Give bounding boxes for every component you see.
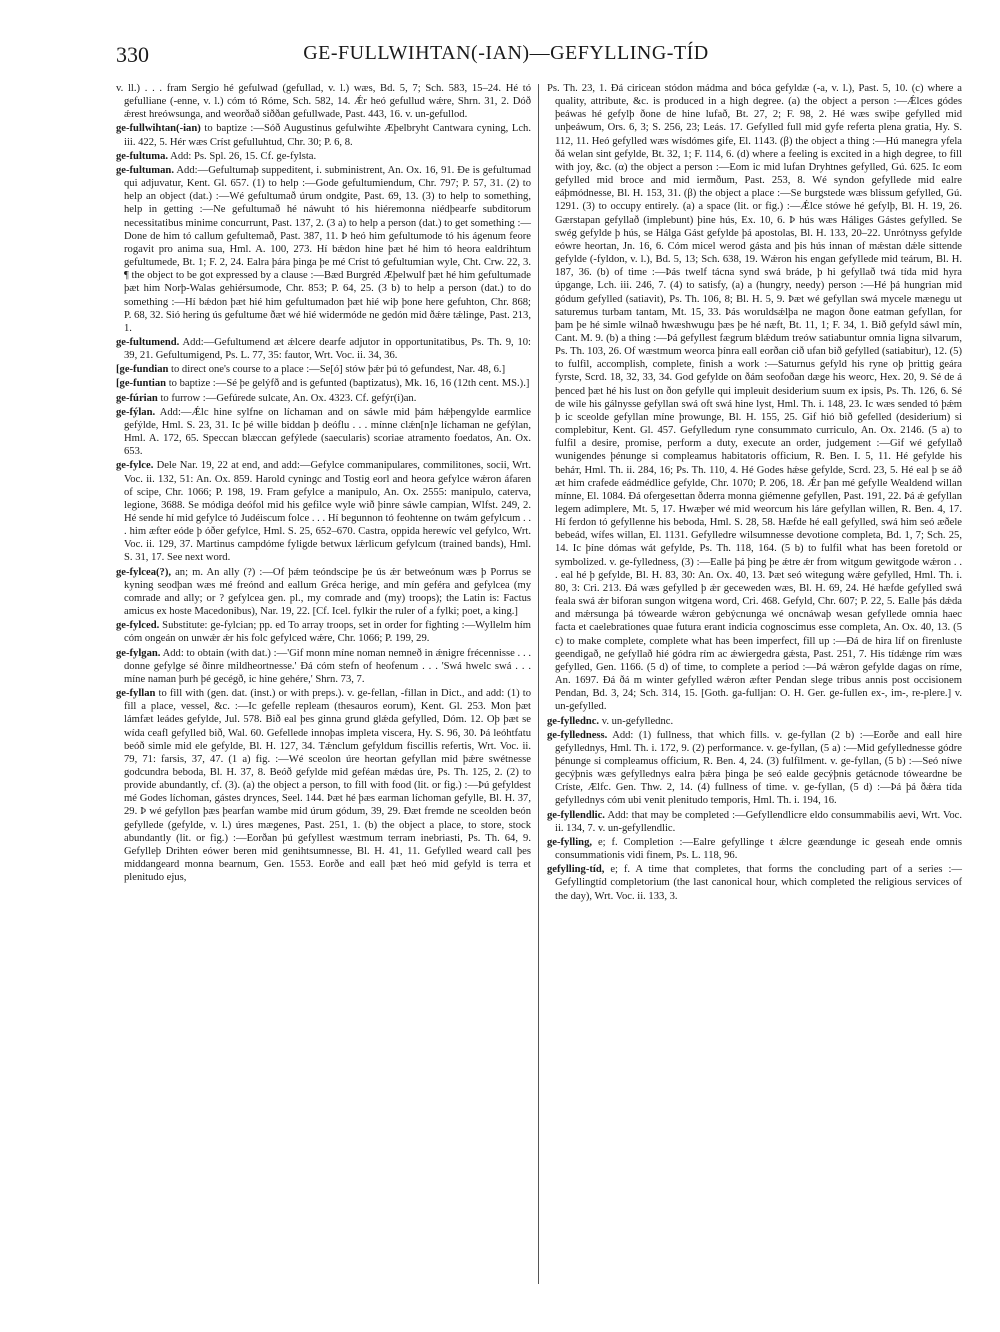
entry-text: v. ll.) . . . fram Sergio hé gefulwad (gefullad, v. l.) wæs, Bd. 5, 7; Sch. 583, 15–24. Hé tó gefulliane (-enne, v. l.) cóm tó Róme, Sch. 582, 14. Ǽr heó gefullud wǽre, Shrn. 31, 2. Dóð ǽrest hreówsunga, and weorðað siððan gefullwade, Past. 443, 16. v. un-gefullod. bbox=[116, 83, 531, 121]
dictionary-entry bbox=[116, 150, 531, 163]
entry-text: to direct one's course to a place :—Se[ó] stów þǽr þú tó gefundest, Nar. 48, 6.] bbox=[171, 364, 506, 376]
entry-text: an; m. An ally (?) :—Of þǽm teóndscipe þe ús ǽr betweónum wæs þ Porrus se kyning seodþan wæs mé freónd and eallum Gréca herige, and mín geféra and gefylcea (my comrade and ally; or ? gefylcea gen. pl., my comrade and (my) troops); the Latin is: Factus amicus ex hoste Macedonibus), Nar. 19, 22. [Cf. Icel. fylkir the ruler of a fylki; poet, a king.] bbox=[124, 566, 531, 618]
entry-headword: ge-fyllendlic. bbox=[547, 809, 605, 821]
left-column bbox=[116, 82, 531, 885]
dictionary-entry bbox=[116, 406, 531, 459]
entry-headword: gefylling-tíd, bbox=[547, 864, 605, 876]
entry-headword: ge-fylgan. bbox=[116, 647, 161, 659]
entry-headword: ge-fyllan bbox=[116, 688, 156, 700]
entry-headword: ge-fullwihtan(-ian) bbox=[116, 123, 201, 135]
dictionary-entry bbox=[116, 619, 531, 645]
entry-text: Dele Nar. 19, 22 at end, and add:—Gefylce commanipulares, commilitones, socii, Wrt. Voc. ii. 132, 51: An. Ox. 859. Harold cyningc and Tostig eorl and heora gefylce wǽron áfaren of scipe, Chr. 1066; P. 198, 19. Fram gefylce a manipulo, An. Ox. 2555: manipulo, caterva, legione, 3688. Se módiga deófol mid his gefilce wyle wið þinre sáwle campian, Wlfst. 249, 2. Hé sende hí mid gefylce tó Judéiscum folce . . . Hí begunnon tó feohtenne on twám gefylcum . . . him æfter eóde þ óðer gefylce, Hml. S. 25, 652–670. Castra, oppida herewíc vel gefylco, Wrt. Voc. ii. 129, 37. Martinus campdóme fyligde betwux lǽrlicum gefylcum (trained bands), Hml. S. 31, 17. See next word. bbox=[124, 460, 532, 564]
entry-headword: [ge-funtian bbox=[116, 378, 167, 390]
entry-text: Ps. Th. 23, 1. Ðá ciricean stódon mádma and bóca gefyldæ (-a, v. l.), Past. 5, 10. (c) where a quality, attribute, &c. is produced in a high degree. (a) the object a person :—Ǽlces gódes þeáwas hé gefylþ ðone de hine lufað, Bt. 27, 2; F. 98, 2. Hé wæs swiþe gefylled mid unþeáwum, Ors. 6, 3; S. 256, 23; Leás. 17. Gefylled full mid gyfe referta plena gratia, Hy. S. 112, 11. Heó gefylled wæs wísdómes gife, El. 1143. (β) the object a thing :—Hú manegra yfela ðá welan sint gefylde, Bt. 32, 1; F. 114, 6. (d) where a feeling is excited in a high degree, to fill with joy, &c. (α) the object a person :—Eom ic mid lufan Dryhtnes gefylled, Gú. 625. Ic eom gefylled mid broce and mid iermðum, Past. 253, 8. Wé syndon gefyllede mid ealre eáþmódnesse, Bl. H. 153, 31. (β) the object a place :—Se burgstede wæs blissum gefylled, Gú. 1291. (3) to occupy entirely. (a) a space (lit. or fig.) :—Ǽlce stówe hé gefylþ, Bl. H. 19, 26. Gærstapan gefyllað (implebunt) þine hús, Ex. 10, 6. Þ hús wæs Háliges Gástes gefylled. Se swég gefylde þ hús, se Hálga Gást gefylde þá apostolas, Bl. H. 133, 20–22. Unrótnyss gefylde eówre heortan, Jn. 16, 6. Cóm micel werod gásta and þis hús innan of mǽstan dǽle sittende gefylde (-fyldon, v. l.), Bd. 5, 13; Sch. 638, 19. Wǽron his engan gefyllede mid teárum, Bl. H. 187, 36. (b) of time :—Þás twelf tácna synd swá bráde, þ hi gefyllað twá tída mid hyra úpgange, Lch. iii. 246, 7. (4) to satisfy, (a) a (hungry, needy) person :—Hé þá hungrian mid gódum gefylled (satiavit), Ps. Th. 106, 8; Bl. H. 5, 9. Þæt wé gefyllan swá mycele mænegu ut saturemus turbam tantam, Mt. 15, 33. Þás woruldsǽlþa ne magon ðone eatman gefyllan, for þam þe hé simle wilnað hwæshwugu þæs þe hé næft, Bt. 11, 1; F. 34, 1. Bið gefyld sáwl mín, Cant. M. 9. (b) a thing :—Þá gefyllest fægrum blǽdum treów satiabuntur omnia ligna silvarum, Ps. Th. 103, 26. Of wæstmum weorca þínra eall eorðan cið ufan bið gefylled (satiabitur), 12. (5) to fulfil, accomplish, complete, finish a work :—Saturnus gefyld his ryne oþ þrittig geára fyrste, Scrd. 18, 32, 33, 34. God gefylde on ðám seofoðan dæge his weorc, Hex. 20, 9. Sé de á þenced þæt hé his lust on ðon gefylle qui impleuit desiderium suum ex ipsis, Ps. Th. 126, 6. Sé de wile his gálnysse gefyllan swá oft swá hine lyst, Hml. Th. i. 148, 23. Ic wæs sended tó þǽm þ ic sceolde gefyllan míne þrowunge, Bl. H. 155, 25. Gif hió bið gefelled (desiderium) si complebitur, Kent. Gl. 457. Gefylledum ryne consummato curriculo, An. Ox. 2146. (5 a) to fulfil a desire, promise, perform a duty, execute an order, judgement :—Gif wé gefyllað wunigendes þénunge si compleamus habitatoris officium, R. Ben. I. 5, 11. Hé gefylde his beháт, Hml. Th. ii. 284, 16; Ps. Th. 110, 4. Hé Godes hǽse gefylde, Scrd. 23, 5. Hé eal þ se áð æt him crafede eádmédlice gefylde, Chr. 1070; P. 206, 18. Ǽr þan mé gefylle Wealdend willan mínne, El. 1084. Ðá ofergesettan ðderra monna giémenne gefyllen, Past. 191, 22. Þá ǽ gefyllan legem adimplere, Mt. 5, 17. Hwæþer wé mid weorcum his láre gefyllan willen, R. Ben. 4, 17. Hí ferdon tó gefyllenne his beboda, Hml. S. 28, 58. Hæfde hé eall gefylled, swá him seó æðele bebeád, wífes willan, El. 1131. Gefylledre wilsumnesse devotione completa, Bd. 1, 7; Sch. 25, 14. Ic þíne dómas wát gefylde, Ps. Th. 118, 164. (5 b) to fulfil what has been foretold or symbolized. v. ge-fylledness, (3) :—Ealle þá þing þe ǽtre ǽr from witgum gewitgode wǽron . . . eal hé þ gefylde, Bl. H. 83, 30: An. Ox. 40, 13. Þæt seó witegung wǽre gefylled, Hml. Th. i. 80, 3: Cri. 213. Ðá wæs gefylled þ ǽr geceweden wæs, Bl. H. 69, 24. Hé hæfde gefylled swá feala swá ǽr biforan sungon witgena word, Cri. 468. Gefyld, Chr. 607; P. 22, 5. Ealle þás dǽda and mǽrsunga þá tówearde wǽron gebýcnunga wé oncnáwaþ wesan gefyllede omnia haec facta et caelebrationes quae futura erant indicia cognoscimus esse completa, An. Ox. 40, 13. (5 c) to make complete, complete what has been imperfect, fill up :—Ðá de hira líf on firenluste geendigað, ne gefyllað hié gódra rím ac ǽwiergedra gǽsta, Past. 251, 7. His tídǽnge rím wæs gefylled, Gen. 1166. (5 d) of time, to complete a period :—Þá wǽron gefylde dagas on ríme, An. 1697. Ðá ðá m winter gefylled wǽron æfter Pendan slege tribus annis post occisionem Pendan, Bd. 3, 24; Sch. 314, 15. [Goth. ga-fulljan: O. H. Ger. ge-fullen ex-, im-, re-plere.] v. un-gefylled. bbox=[547, 83, 962, 713]
entry-text: to baptize :—Sé þe gelýfð and is gefunted (baptizatus), Mk. 16, 16 (12th cent. MS.).] bbox=[168, 378, 530, 390]
dictionary-entry bbox=[116, 336, 531, 362]
entry-text: e; f. A time that completes, that forms the concluding part of a series :—Gefyllingtíd completorium (the last canonical hour, which completed the religious services of the day), Wrt. Voc. ii. 133, 3. bbox=[555, 864, 962, 902]
entry-text: Substitute: ge-fylcian; pp. ed To array troops, set in order for fighting :—Wyllelm hím cóm ongeán on unwǽr ǽr his folc gefylced wǽre, Chr. 1066; P. 199, 29. bbox=[124, 620, 531, 645]
entry-headword: ge-fultumend. bbox=[116, 336, 180, 348]
entry-headword: ge-fylcea(?), bbox=[116, 566, 171, 578]
entry-text: e; f. Completion :—Ealre gefyllinge t ǽlcre geændunge ic geseah ende omnis consummationis vidi finem, Ps. L. 118, 96. bbox=[555, 836, 962, 862]
dictionary-entry bbox=[116, 363, 531, 376]
entry-headword: ge-fylling, bbox=[547, 836, 593, 848]
entry-headword: ge-fúrian bbox=[116, 392, 158, 404]
page-header bbox=[116, 42, 896, 72]
dictionary-entry bbox=[116, 459, 531, 564]
dictionary-entry bbox=[547, 836, 962, 862]
dictionary-entry bbox=[116, 82, 531, 121]
dictionary-entry bbox=[116, 392, 531, 405]
dictionary-entry bbox=[116, 566, 531, 619]
entry-headword: [ge-fundian bbox=[116, 364, 169, 376]
entry-text: to fill with (gen. dat. (inst.) or with preps.). v. ge-fellan, -fillan in Dict., and add: (1) to fill a place, vessel, &c. :—Ic gefelle repleam (thesauros eorum), Kent. Gl. 253. Mon þæt lámfæt leádes gefylde, Jul. 578. Bið eal þes ginna grund glǽda gefylled, Dóm. 12. Oþ þæt se wída ceafl gefylled bið, Wal. 60. Gefellede innoþas impleta viscera, Hy. S. 96, 30. Þá leóhtfatu beóð simle mid ele gefylde, Bl. H. 127, 34. Tǽnclum gefyldum fiscillis refertis, Wrt. Voc. ii. 79, 71: farsis, 37, 47. (1 a) fig. :—Wé sceolon úre heortan gefyllan mid þǽre swétnesse godcundra beboda, Bl. H. 37, 8. Beóð gefylde mid geféan mǽdas úre, Ps. Th. 125, 2. (2) to provide abundantly, cf. (3). (a) the object a person, to fill with food (lit. or fig.) :—Þú gefyldest mé Godes líchoman, gástes drynces, Seel. 144. Þæt hé þæs earman líchoman gefylle, Bl. H. 37, 29. Þ wé gefyllon þæs þearfan wambe mid úrum gódum, 39, 29. Ðæt fremde ne sceolden beón gefyllede (gefylde, v. l.) úres mægenes, Past. 251, 1. (b) the object a place, to store, stock abundantly (lit. or fig.) :—Eorðan þú gefyllest wæstmum terram inebriasti, Ps. Th. 64, 9. Gefylleþ Drihten eówer beren mid genihtsumnesse, Bl. H. 41, 11. Gefylled weard call þes middangeard monna bearnum, Gen. 1553. Eorðe and eall þæt heó mid gefyld is terra et plenitudo ejus, bbox=[124, 688, 531, 884]
dictionary-entry bbox=[547, 82, 962, 714]
dictionary-entry bbox=[116, 647, 531, 686]
entry-text: Add:—Ǽlc hine sylfne on líchaman and on sáwle mid þám hǽþengylde earmlice gefýlde, Hml. S. 23, 31. Ic þé wille biddan þ deóflu . . . mínne clǽn[n]e líchaman ne gefýlan, Hml. A. 172, 65. Speccan blæccan gefýlede (saecularis) scoriae atramento foedatos, An. Ox. 653. bbox=[124, 406, 531, 458]
entry-text: Add:—Gefultumaþ suppeditent, i. subministrent, An. Ox. 16, 91. Ðe is gefultumad qui adjuvatur, Kent. Gl. 657. (1) to help :—Gode gefultumiendum, Chr. 797; P. 57, 31. (2) to help an object (dat.) :—Wé gefultumað úrum ondgite, Past. 69, 13. (3) to help to something, help in getting :—Ne gefultumað hé náwuht tó his hiéremonna niédþearfe subditorum necessitatibus minime concurrunt, Past. 137, 2. (3 a) to help a person (dat.) to get something :—Done de him tó callum gefultemað, Past. 387, 11. Þ heó him gefultumode tó his ágenum feore rogavit pro anima sua, Hml. A. 100, 273. Hí bǽdon hine þæt hé him tó heora ealdrihtum gefultumede, Bt. 1; F. 2, 24. Ealra þára þinga þe mé Críst tó gefultumian wyle, Cht. Crw. 22, 3. ¶ the object to be got expressed by a clause :—Bæd Burgréd Æþelwulf þæt hé him gefultumade þæt him Norþ-Walas gehiérsumode, Chr. 853; P. 64, 25. (3 b) to help a person (dat.) to do something :—Hí bǽdon þæt hié him gefultumadon þæt hié wiþ þone here gefuhton, Chr. 868; P. 68, 32. Sió hering ús gefultume ðæt wé hié widermóde ne gedón mid ðǽre tǽlinge, Past. 213, 1. bbox=[124, 164, 531, 334]
entry-text: Add: that may be completed :—Gefyllendlicre eldo consummabilis aevi, Wrt. Voc. ii. 134, 7. v. un-gefyllendlic. bbox=[555, 809, 962, 834]
entry-text: to furrow :—Gefúrede sulcate, An. Ox. 4323. Cf. gefýr(i)an. bbox=[160, 392, 417, 404]
column-divider bbox=[538, 84, 539, 1284]
dictionary-entry bbox=[547, 863, 962, 902]
entry-headword: ge-fylledness. bbox=[547, 729, 608, 741]
entry-headword: ge-fultuman. bbox=[116, 164, 174, 176]
right-column bbox=[547, 82, 962, 904]
entry-headword: ge-fyllednc. bbox=[547, 715, 600, 727]
entry-headword: ge-fylced. bbox=[116, 620, 160, 632]
dictionary-entry bbox=[116, 377, 531, 390]
entry-text: Add:—Gefultumend æt ǽlcere dearfe adjutor in opportunitatibus, Ps. Th. 9, 10: 39, 21. Gefultumigend, Ps. L. 77, 35: fautor, Wrt. Voc. ii. 34, 36. bbox=[124, 336, 531, 362]
entry-text: Add: (1) fullness, that which fills. v. ge-fyllan (2 b) :—Eorðe and eall hire gefyllednys, Hml. Th. i. 172, 9. (2) performance. v. ge-fyllan, (5 a) :—Mid gefyllednesse gódre þénunge si compleamus officium, R. Ben. 4, 24. (3) fulfilment. v. ge-fyllan, (5 b) :—Seó níwe gecýþnis wæs gefyllednys ealra þǽra þinga þe seó ealde gecýþnis getácnode tóweardne be Críste, Ælfc. Gen. Thw. 2, 14. (4) fullness of time. v. ge-fyllan, (5 d) :—Þá þá ðǽra tída gefyllednys cóm ubi venit plenitudo temporis, Hml. Th. i. 194, 16. bbox=[555, 729, 962, 807]
entry-headword: ge-fylce. bbox=[116, 460, 154, 472]
entry-headword: ge-fýlan. bbox=[116, 406, 156, 418]
page-number: 330 bbox=[116, 42, 149, 67]
dictionary-entry bbox=[116, 687, 531, 884]
entry-text: to baptize :—Sóð Augustinus gefulwihte Æþelbryht Cantwara cyning, Lch. iii. 422, 5. Hér wæs Críst gefulluhtud, Chr. 30; P. 6, 8. bbox=[124, 123, 532, 148]
entry-text: v. un-gefyllednc. bbox=[601, 715, 674, 727]
dictionary-entry bbox=[116, 122, 531, 148]
entry-text: Add: Ps. Spl. 26, 15. Cf. ge-fylsta. bbox=[170, 150, 317, 162]
dictionary-entry bbox=[547, 809, 962, 835]
entry-text: Add: to obtain (with dat.) :—'Gif monn míne noman nemneð in ǽnigre frécennisse . . . donne gefylge sé ðinre mildheortnesse.' Ðá cóm stefn of heofenum . . . 'Swá hwelc swá . . . míne naman þurh þé gecégð, ic hine gehére,' Shrn. 73, 7. bbox=[124, 647, 531, 685]
running-head: GE-FULLWIHTAN(-IAN)—GEFYLLING-TÍD bbox=[303, 42, 709, 64]
dictionary-entry bbox=[547, 729, 962, 808]
dictionary-entry bbox=[547, 715, 962, 728]
dictionary-entry bbox=[116, 164, 531, 335]
entry-headword: ge-fultuma. bbox=[116, 150, 169, 162]
